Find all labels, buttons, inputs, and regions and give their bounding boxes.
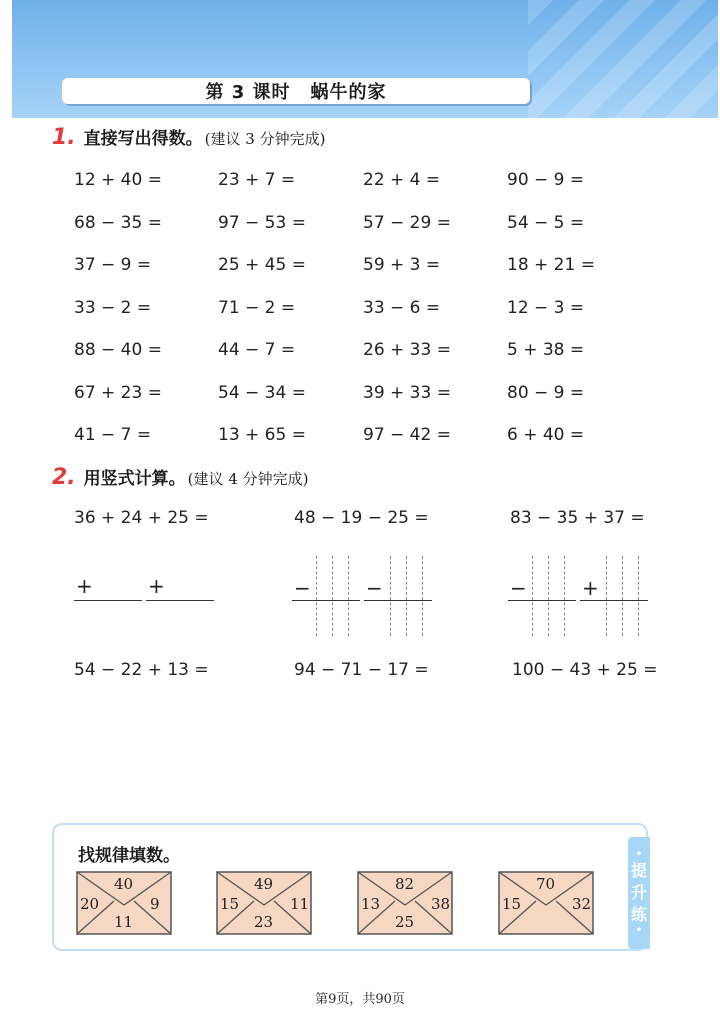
mental-math-problem: 68 − 35 = [74, 212, 162, 233]
envelope-bottom-number: 11 [114, 913, 134, 931]
mental-math-problem: 6 + 40 = [507, 425, 585, 445]
lesson-name: 蜗牛的家 [310, 82, 387, 103]
envelope [76, 871, 172, 935]
envelope-right-number: 9 [150, 895, 160, 913]
work-area-3 [508, 556, 648, 636]
grid-line [564, 556, 565, 636]
work-sign: + [76, 574, 93, 598]
mental-math-problem: 25 + 45 = [218, 255, 306, 275]
work-area-2 [292, 556, 432, 636]
grid-line [606, 556, 607, 636]
section1-hint: (建议 3 分钟完成) [204, 130, 326, 148]
mental-math-problem: 18 + 21 = [507, 255, 595, 275]
work-underline [364, 600, 432, 601]
work-area-1 [74, 560, 214, 640]
section1-heading [52, 124, 325, 150]
mental-math-problem: 54 − 34 = [218, 382, 306, 403]
grid-line [406, 556, 407, 636]
vertical-problem-5: 94 − 71 − 17 = [294, 660, 429, 680]
header-stripes [528, 0, 718, 118]
section1-number: 1. [52, 125, 76, 150]
tab-char: 提 [630, 861, 647, 880]
section1-title: 直接写出得数。 [83, 129, 203, 149]
mental-math-problem: 23 + 7 = [218, 170, 296, 190]
grid-line [348, 556, 349, 636]
work-underline [580, 600, 648, 601]
envelope-top-number: 40 [114, 875, 134, 893]
envelope-top-number: 82 [395, 875, 415, 893]
mental-math-problem: 22 + 4 = [363, 170, 441, 190]
work-sign: − [366, 576, 383, 600]
lesson-title [62, 78, 530, 104]
envelope-top-number: 49 [254, 875, 274, 893]
mental-math-problem: 88 − 40 = [74, 340, 162, 360]
vertical-problem-4: 54 − 22 + 13 = [74, 660, 209, 680]
vertical-problem-3: 83 − 35 + 37 = [510, 508, 645, 528]
envelope-left-number: 20 [80, 895, 100, 913]
mental-math-problem: 41 − 7 = [74, 425, 152, 445]
mental-math-problem: 97 − 53 = [218, 212, 306, 233]
mental-math-problem: 67 + 23 = [74, 382, 162, 403]
mental-math-problem: 97 − 42 = [363, 425, 451, 445]
section2-heading [52, 464, 308, 490]
envelope [357, 871, 453, 935]
mental-math-problem: 80 − 9 = [507, 382, 585, 403]
envelope-bottom-number: 25 [395, 913, 415, 931]
section2-hint: (建议 4 分钟完成) [187, 470, 309, 488]
grid-line [316, 556, 317, 636]
grid-line [532, 556, 533, 636]
envelope [498, 871, 594, 935]
work-underline [292, 600, 360, 601]
envelope-bottom-number: 23 [254, 913, 274, 931]
grid-line [332, 556, 333, 636]
section2-number: 2. [52, 465, 76, 490]
mental-math-problem: 71 − 2 = [218, 297, 296, 318]
grid-line [390, 556, 391, 636]
vertical-problem-6: 100 − 43 + 25 = [512, 660, 658, 680]
envelope-left-number: 15 [502, 895, 522, 913]
grid-line [622, 556, 623, 636]
envelope-left-number: 15 [220, 895, 240, 913]
mental-math-problem: 13 + 65 = [218, 425, 306, 445]
mental-math-problem: 59 + 3 = [363, 255, 441, 275]
envelope-left-number: 13 [361, 895, 381, 913]
mental-math-problem: 57 − 29 = [363, 212, 451, 233]
mental-math-problem: 90 − 9 = [507, 170, 585, 190]
mental-math-problem: 44 − 7 = [218, 340, 296, 360]
mental-math-problem: 33 − 6 = [363, 297, 441, 318]
envelope-top-number: 70 [536, 875, 556, 893]
section2-title: 用竖式计算。 [83, 469, 186, 489]
lesson-label: 第 3 课时 [205, 82, 291, 103]
envelope [216, 871, 312, 935]
mental-math-problem: 5 + 38 = [507, 340, 585, 360]
grid-line [422, 556, 423, 636]
mental-math-problem: 37 − 9 = [74, 255, 152, 275]
mental-math-problem: 33 − 2 = [74, 297, 152, 318]
pattern-title: 找规律填数。 [78, 846, 180, 866]
envelope-right-number: 38 [431, 895, 451, 913]
work-underline [74, 600, 142, 601]
tab-char: 升 [630, 883, 647, 902]
page-footer: 第9页，共90页 [315, 992, 405, 1007]
tab-char: 练 [630, 905, 647, 924]
work-underline [508, 600, 576, 601]
envelope-right-number: 32 [572, 895, 592, 913]
vertical-problem-2: 48 − 19 − 25 = [294, 508, 429, 528]
work-sign: − [510, 576, 527, 600]
work-sign: + [148, 574, 165, 598]
pattern-panel [52, 823, 648, 951]
practice-tab: • 提 升 练 • [628, 837, 650, 949]
mental-math-problem: 39 + 33 = [363, 382, 451, 403]
vertical-problem-1: 36 + 24 + 25 = [74, 508, 209, 528]
mental-math-problem: 26 + 33 = [363, 340, 451, 360]
mental-math-problem: 54 − 5 = [507, 212, 585, 233]
grid-line [638, 556, 639, 636]
work-sign: + [582, 576, 599, 600]
work-underline [146, 600, 214, 601]
grid-line [548, 556, 549, 636]
mental-math-problem: 12 + 40 = [74, 170, 162, 190]
envelope-right-number: 11 [290, 895, 310, 913]
mental-math-problem: 12 − 3 = [507, 297, 585, 318]
work-sign: − [294, 576, 311, 600]
